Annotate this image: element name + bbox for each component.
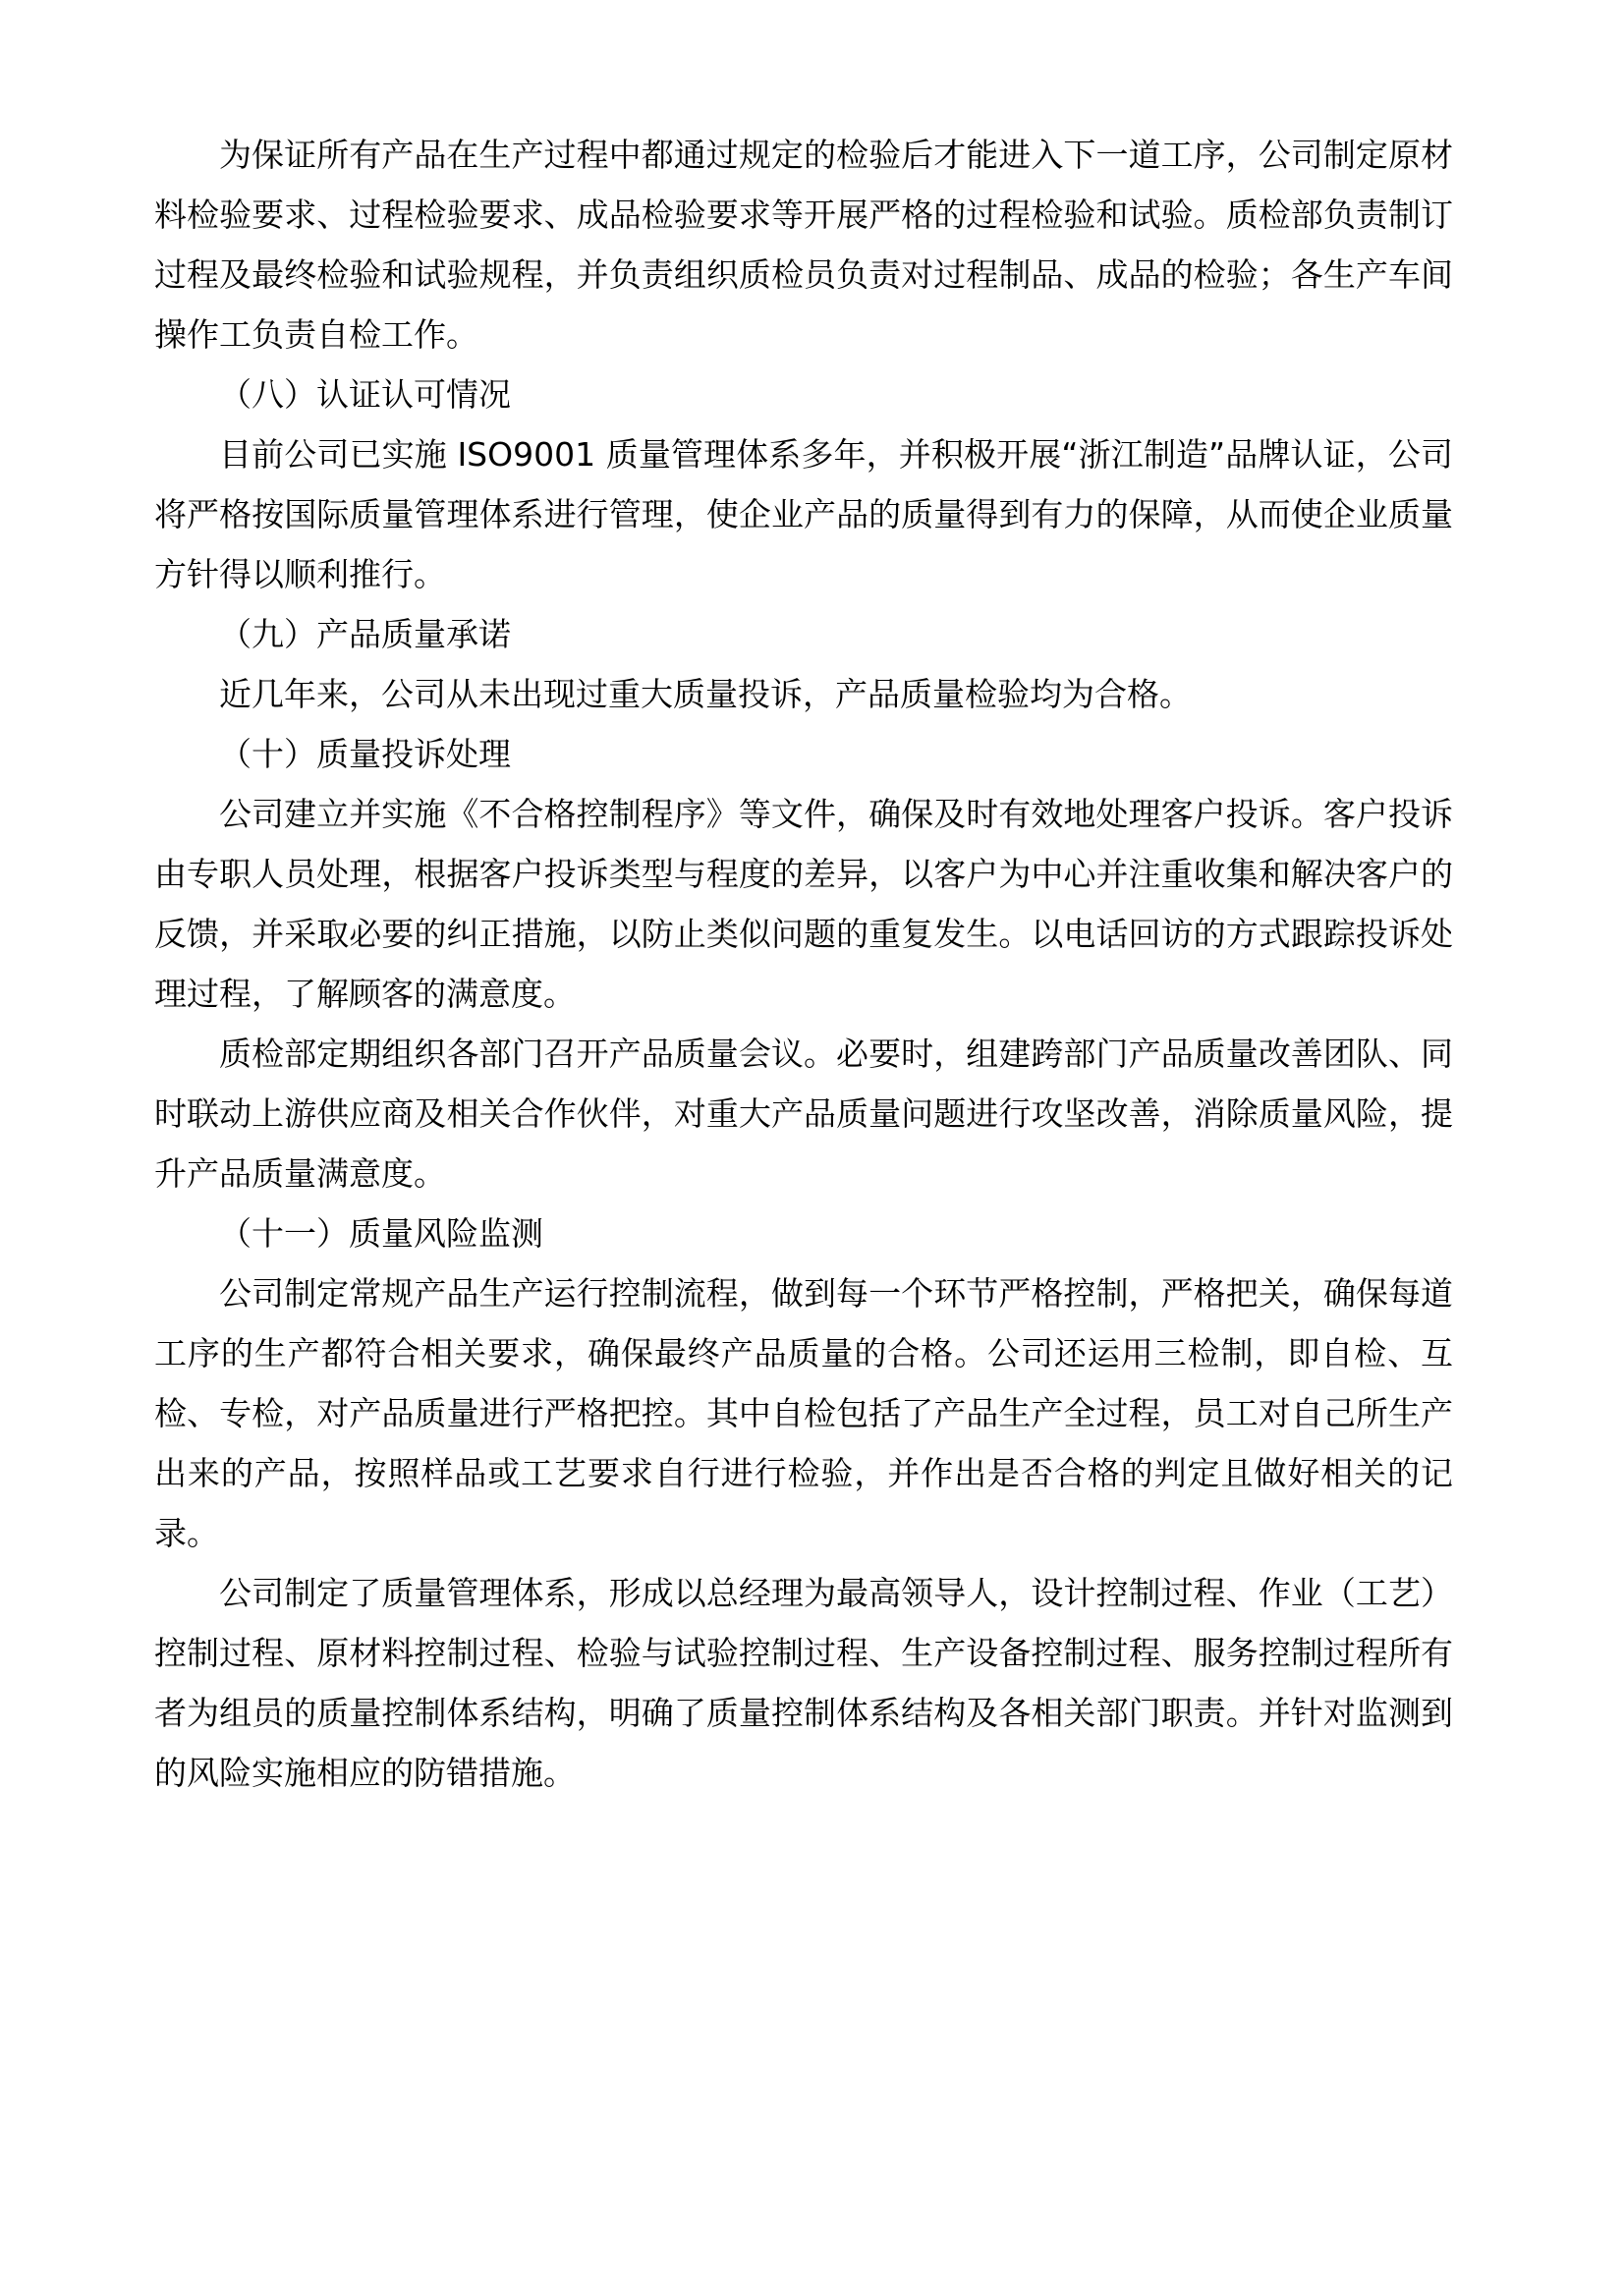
paragraph-quality-system-structure: 公司制定了质量管理体系，形成以总经理为最高领导人，设计控制过程、作业（工艺）控制过程、原材料控制过程、检验与试验控制过程、生产设备控制过程、服务控制过程所有者为组员的质量控制体系结构，明确了质量控制体系结构及各相关部门职责。并针对监测到的风险实施相应的防错措施。: [154, 1574, 1453, 1792]
paragraph-quality-meetings: 质检部定期组织各部门召开产品质量会议。必要时，组建跨部门产品质量改善团队、同时联动上游供应商及相关合作伙伴，对重大产品质量问题进行攻坚改善，消除质量风险，提升产品质量满意度。: [154, 1035, 1453, 1193]
paragraph-quality-commitment: 近几年来，公司从未出现过重大质量投诉，产品质量检验均为合格。: [219, 675, 1192, 713]
section-heading-9-quality-commitment: （九）产品质量承诺: [219, 615, 511, 653]
paragraph-production-control: 公司制定常规产品生产运行控制流程，做到每一个环节严格控制，严格把关，确保每道工序的生产都符合相关要求，确保最终产品质量的合格。公司还运用三检制，即自检、互检、专检，对产品质量进行严格把控。其中自检包括了产品生产全过程，员工对自己所生产出来的产品，按照样品或工艺要求自行进行检验，并作出是否合格的判定且做好相关的记录。: [154, 1274, 1453, 1552]
paragraph-process-inspection: 为保证所有产品在生产过程中都通过规定的检验后才能进入下一道工序，公司制定原材料检验要求、过程检验要求、成品检验要求等开展严格的过程检验和试验。质检部负责制订过程及最终检验和试验规程，并负责组织质检员负责对过程制品、成品的检验；各生产车间操作工负责自检工作。: [154, 136, 1453, 354]
section-heading-10-complaint-handling: （十）质量投诉处理: [219, 735, 511, 773]
document-body: [154, 125, 1453, 1803]
paragraph-complaint-procedure: 公司建立并实施《不合格控制程序》等文件，确保及时有效地处理客户投诉。客户投诉由专职人员处理，根据客户投诉类型与程度的差异，以客户为中心并注重收集和解决客户的反馈，并采取必要的纠正措施，以防止类似问题的重复发生。以电话回访的方式跟踪投诉处理过程，了解顾客的满意度。: [154, 795, 1453, 1013]
section-heading-11-risk-monitoring: （十一）质量风险监测: [219, 1214, 543, 1253]
paragraph-iso9001-certification: 目前公司已实施 ISO9001 质量管理体系多年，并积极开展“浙江制造”品牌认证，公司将严格按国际质量管理体系进行管理，使企业产品的质量得到有力的保障，从而使企业质量方针得以顺利推行。: [154, 435, 1453, 593]
section-heading-8-certification: （八）认证认可情况: [219, 375, 511, 414]
